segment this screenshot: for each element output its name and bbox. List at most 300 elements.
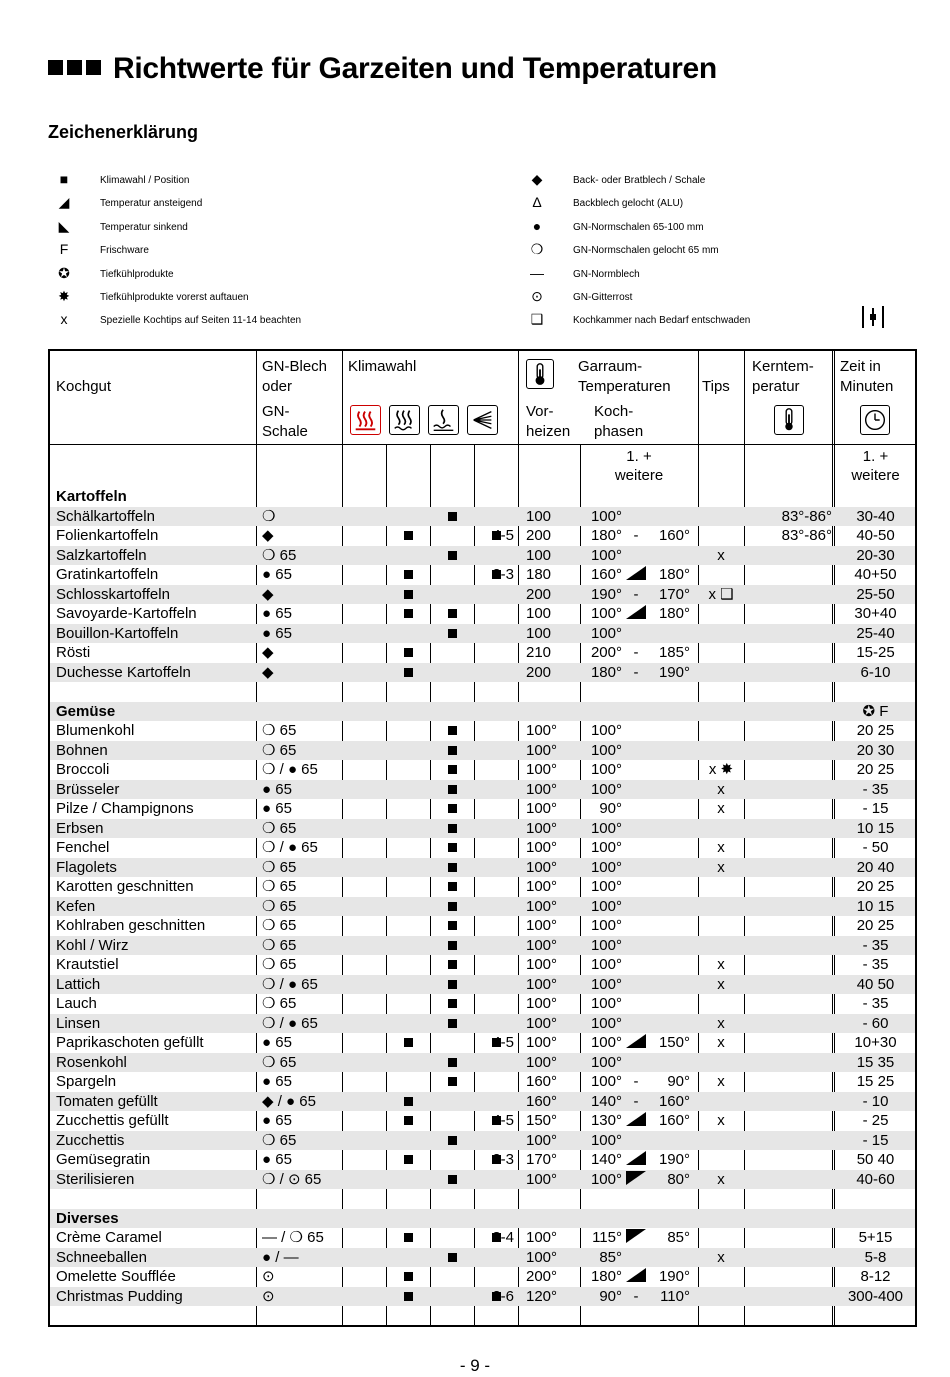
- steam-vent-icon: [860, 304, 886, 330]
- legend-label: Backblech gelocht (ALU): [573, 198, 684, 210]
- phase2-cell: 90°: [667, 1073, 690, 1090]
- zeit-cell: - 15: [862, 1131, 889, 1149]
- table-row: [50, 799, 915, 819]
- hot-air-fan-icon: [467, 405, 498, 435]
- klima2-cell: [386, 585, 430, 605]
- temperature-rising-icon: [626, 1268, 646, 1282]
- klima3-cell: [430, 1248, 474, 1268]
- kochgut-cell: Omelette Soufflée: [56, 1268, 176, 1285]
- kochgut-cell: Krautstiel: [56, 956, 119, 973]
- tips-cell: x: [717, 1034, 725, 1051]
- gn-cell: ● 65: [262, 780, 292, 798]
- gn-cell: ❍ 65: [262, 858, 297, 876]
- legend-label: Klimawahl / Position: [100, 175, 190, 186]
- table-row: [50, 994, 915, 1014]
- klima3-cell: [430, 819, 474, 839]
- gn-cell: ❍ / ⊙ 65: [262, 1170, 322, 1188]
- vorheizen-cell: 100: [526, 507, 552, 525]
- vorheizen-cell: 100°: [526, 722, 558, 739]
- trend-cell: [624, 1170, 648, 1190]
- vorheizen-cell: 160°: [526, 1073, 558, 1090]
- phase1-cell: 100°: [590, 1073, 622, 1090]
- vorheizen-cell: 100°: [526, 975, 558, 993]
- phase1-cell: 100°: [590, 995, 622, 1012]
- header-kochphasen-line1: Koch-: [594, 403, 634, 420]
- square-marker-icon: [404, 1097, 413, 1106]
- phase1-cell: 90°: [599, 1287, 622, 1305]
- clock-icon: [860, 405, 890, 435]
- zeit-cell: - 25: [862, 1112, 889, 1129]
- table-row: [50, 1228, 915, 1248]
- vorheizen-cell: 100°: [526, 1131, 558, 1149]
- phase1-cell: 85°: [599, 1248, 622, 1266]
- tips-cell: x: [717, 839, 725, 856]
- table-row: [50, 916, 915, 936]
- phase2-cell: 170°: [658, 585, 690, 603]
- square-marker-icon: [448, 726, 457, 735]
- kochgut-cell: Salzkartoffeln: [56, 546, 147, 564]
- legend-heading: Zeichenerklärung: [48, 122, 199, 142]
- square-marker-icon: [404, 1233, 413, 1242]
- gn-cell: ● / —: [262, 1248, 299, 1266]
- kochgut-cell: Brüsseler: [56, 780, 120, 798]
- klima2-cell: [386, 1267, 430, 1287]
- phase1-cell: 100°: [590, 722, 622, 739]
- vorheizen-cell: 100°: [526, 956, 558, 973]
- position-cell: 2-3: [492, 1151, 514, 1168]
- table-row: [50, 1287, 915, 1307]
- kochgut-cell: Duchesse Kartoffeln: [56, 663, 191, 681]
- square-marker-icon: [448, 746, 457, 755]
- phase1-cell: 100°: [590, 1131, 622, 1149]
- kochgut-cell: Bouillon-Kartoffeln: [56, 624, 179, 642]
- temperature-rising-icon: [626, 1034, 646, 1048]
- vorheizen-cell: 100°: [526, 761, 558, 778]
- klima3-cell: [430, 1014, 474, 1034]
- klima3-cell: [430, 780, 474, 800]
- gn-cell: ❍ 65: [262, 1131, 297, 1149]
- square-marker-icon: [448, 551, 457, 560]
- klima3-cell: [430, 858, 474, 878]
- zeit-cell: 40-60: [856, 1170, 895, 1188]
- gn-cell: ❍ 65: [262, 917, 297, 934]
- square-marker-icon: [448, 629, 457, 638]
- header-tips: Tips: [702, 378, 730, 395]
- header-gn-line4: Schale: [262, 423, 308, 440]
- gn-cell: ❍ / ● 65: [262, 975, 318, 993]
- square-marker-icon: [448, 843, 457, 852]
- square-marker-icon: [404, 531, 413, 540]
- table-row: [50, 1131, 915, 1151]
- legend-label: Spezielle Kochtips auf Seiten 11-14 beachten: [100, 315, 302, 327]
- zeit-cell: 40+50: [854, 566, 897, 583]
- trend-cell: -: [633, 663, 639, 681]
- phase1-cell: 90°: [599, 800, 622, 817]
- page-number: - 9 -: [459, 1356, 491, 1375]
- zeit-cell: 30-40: [856, 507, 895, 525]
- tips-cell: x: [717, 780, 725, 798]
- vorheizen-cell: 100°: [526, 1014, 558, 1032]
- frozen-star-icon: ✪: [58, 264, 70, 281]
- square-marker-icon: [448, 1136, 457, 1145]
- zeit-cell: 20 40: [856, 858, 895, 876]
- table-row: [50, 624, 915, 644]
- kochgut-cell: Kohlraben geschnitten: [56, 917, 206, 934]
- section-title: Diverses: [56, 1209, 119, 1227]
- table-row: [50, 877, 915, 897]
- zeit-cell: 5-8: [864, 1248, 887, 1266]
- tips-cell: x ✸: [708, 761, 734, 778]
- trend-cell: -: [633, 1073, 639, 1090]
- header-gn-line3: GN-: [262, 403, 290, 420]
- phase1-cell: 100°: [590, 897, 622, 915]
- klima3-cell: [430, 955, 474, 975]
- klima3-cell: [430, 760, 474, 780]
- phase1-cell: 100°: [590, 936, 622, 954]
- gn-cell: ◆: [262, 585, 274, 603]
- phase1-cell: 100°: [590, 761, 622, 778]
- phase2-cell: 190°: [658, 1151, 690, 1168]
- vorheizen-cell: 100°: [526, 1034, 558, 1051]
- zeit-cell: 10 15: [856, 897, 895, 915]
- phase1-cell: 100°: [590, 858, 622, 876]
- table-row: [50, 507, 915, 527]
- fresh-goods-icon: F: [59, 241, 69, 258]
- header-vorheizen-line1: Vor-: [526, 403, 554, 420]
- table-row: [50, 1150, 915, 1170]
- filled-circle-icon: ●: [532, 217, 542, 234]
- gn-cell: ❍: [262, 507, 276, 525]
- header-kochphasen-line2: phasen: [594, 423, 644, 440]
- temperature-rising-icon: ◢: [58, 194, 70, 211]
- klima3-cell: [430, 877, 474, 897]
- zeit-cell: 300-400: [847, 1287, 904, 1305]
- trend-cell: [624, 1228, 648, 1248]
- zeit-cell: 20 25: [856, 878, 895, 895]
- kochgut-cell: Lauch: [56, 995, 97, 1012]
- vorheizen-cell: 100°: [526, 1248, 558, 1266]
- square-marker-icon: [448, 1077, 457, 1086]
- gn-cell: ❍ / ● 65: [262, 761, 318, 778]
- table-row: [50, 643, 915, 663]
- square-marker-icon: [448, 785, 457, 794]
- vorheizen-cell: 200: [526, 585, 552, 603]
- phase1-cell: 115°: [592, 1229, 622, 1246]
- position-cell: 2-3: [492, 566, 514, 583]
- zeit-cell: - 50: [862, 839, 889, 856]
- gn-cell: ❍ 65: [262, 546, 297, 564]
- table-row: [50, 897, 915, 917]
- phase2-cell: 190°: [658, 663, 690, 681]
- trend-cell: [624, 1033, 648, 1053]
- zeit-cell: 10 15: [856, 819, 895, 837]
- table-row: [50, 1014, 915, 1034]
- table-row: [50, 955, 915, 975]
- table-row: [50, 1072, 915, 1092]
- zeit-cell: - 10: [862, 1092, 889, 1110]
- title-square-icon: [86, 60, 101, 75]
- phase2-cell: 190°: [658, 1268, 690, 1285]
- kochgut-cell: Bohnen: [56, 741, 108, 759]
- phase1-cell: 200°: [590, 644, 622, 661]
- table-row: [50, 975, 915, 995]
- table-row: [50, 526, 915, 546]
- klima2-cell: [386, 1228, 430, 1248]
- thaw-star-icon: ✸: [58, 288, 70, 304]
- header-garraum-line1: Garraum-: [578, 358, 643, 375]
- phase1-cell: 100°: [590, 956, 622, 973]
- phase2-cell: 80°: [667, 1170, 690, 1188]
- kochgut-cell: Zucchettis gefüllt: [56, 1112, 169, 1129]
- subheader-phase-line2: weitere: [614, 467, 664, 484]
- gn-cell: ❍ 65: [262, 819, 297, 837]
- header-garraum-line2: Temperaturen: [578, 378, 671, 395]
- phase1-cell: 140°: [590, 1151, 622, 1168]
- kochgut-cell: Kohl / Wirz: [56, 936, 129, 954]
- header-klimawahl: Klimawahl: [348, 358, 417, 375]
- phase1-cell: 100°: [590, 1170, 622, 1188]
- gn-cell: ❍ 65: [262, 722, 297, 739]
- klima3-cell: [430, 838, 474, 858]
- square-marker-icon: [448, 1019, 457, 1028]
- square-marker-icon: [448, 999, 457, 1008]
- square-marker-icon: [404, 648, 413, 657]
- temperature-rising-icon: [626, 1112, 646, 1126]
- phase1-cell: 100°: [590, 839, 622, 856]
- phase1-cell: 100°: [590, 1053, 622, 1071]
- legend-label: GN-Normschalen 65-100 mm: [573, 221, 704, 233]
- legend-label: Kochkammer nach Bedarf entschwaden: [573, 315, 751, 327]
- phase1-cell: 100°: [590, 605, 622, 622]
- low-temp-steam-icon: [428, 405, 459, 435]
- kochgut-cell: Broccoli: [56, 761, 110, 778]
- vorheizen-cell: 100°: [526, 995, 558, 1012]
- trend-cell: -: [633, 1092, 639, 1110]
- klima3-cell: [430, 897, 474, 917]
- trend-cell: [624, 1111, 648, 1131]
- table-row: [50, 819, 915, 839]
- gn-cell: ● 65: [262, 800, 292, 817]
- zeit-cell: 15 35: [856, 1053, 895, 1071]
- klima3-cell: [430, 721, 474, 741]
- kochgut-cell: Schlosskartoffeln: [56, 585, 170, 603]
- kochgut-cell: Rösti: [56, 644, 91, 661]
- vorheizen-cell: 100°: [526, 878, 558, 895]
- trend-cell: -: [633, 1287, 639, 1305]
- legend-label: Temperatur sinkend: [100, 221, 188, 233]
- phase2-cell: 150°: [658, 1034, 690, 1051]
- header-gn-line1: GN-Blech: [262, 358, 328, 375]
- gn-cell: ● 65: [262, 1034, 292, 1051]
- table-row: [50, 858, 915, 878]
- tips-cell: x: [717, 1170, 725, 1188]
- vorheizen-cell: 100°: [526, 858, 558, 876]
- legend-label: Frischware: [100, 245, 149, 257]
- phase1-cell: 100°: [590, 741, 622, 759]
- klima2-cell: [386, 526, 430, 546]
- gn-cell: ● 65: [262, 605, 292, 622]
- phase1-cell: 140°: [590, 1092, 622, 1110]
- klima3-cell: [430, 799, 474, 819]
- square-marker-icon: [448, 765, 457, 774]
- square-marker-icon: [448, 863, 457, 872]
- section-title: Gemüse: [56, 702, 116, 720]
- legend-label: Tiefkühlprodukte vorerst auftauen: [100, 292, 249, 303]
- table-row: [50, 760, 915, 780]
- gn-cell: ● 65: [262, 1112, 292, 1129]
- header-gn-line2: oder: [262, 378, 293, 395]
- phase2-cell: 85°: [667, 1229, 690, 1246]
- kochgut-cell: Folienkartoffeln: [56, 527, 159, 544]
- klima2-cell: [386, 1111, 430, 1131]
- header-zeit-line2: Minuten: [840, 378, 894, 395]
- kochgut-cell: Karotten geschnitten: [56, 878, 194, 895]
- square-marker-icon: [448, 941, 457, 950]
- vorheizen-cell: 100°: [526, 897, 558, 915]
- phase1-cell: 100°: [590, 819, 622, 837]
- position-cell: 4-5: [492, 1112, 514, 1129]
- phase2-cell: 160°: [658, 1112, 690, 1129]
- square-marker-icon: [448, 1175, 457, 1184]
- vorheizen-cell: 180: [526, 566, 552, 583]
- position-cell: 2-6: [492, 1287, 514, 1305]
- phase2-cell: 180°: [658, 605, 690, 622]
- table-row: [50, 1170, 915, 1190]
- zeit-cell: 50 40: [856, 1151, 895, 1168]
- tips-cell: x: [717, 1073, 725, 1090]
- kochgut-cell: Kefen: [56, 897, 96, 915]
- phase2-cell: 110°: [660, 1287, 690, 1305]
- gn-cell: ● 65: [262, 1151, 292, 1168]
- gn-cell: ● 65: [262, 1073, 292, 1090]
- zeit-cell: - 60: [862, 1014, 889, 1032]
- steam-climate-icon: [350, 405, 381, 435]
- square-filled-icon: ■: [59, 171, 69, 187]
- klima3-cell: [430, 1131, 474, 1151]
- phase1-cell: 100°: [590, 878, 622, 895]
- zeit-cell: ✪ F: [862, 702, 889, 720]
- square-marker-icon: [448, 960, 457, 969]
- klima3-cell: [430, 975, 474, 995]
- temperature-rising-icon: [626, 566, 646, 580]
- vorheizen-cell: 100°: [526, 819, 558, 837]
- position-cell: 4-5: [492, 527, 514, 544]
- square-marker-icon: [448, 609, 457, 618]
- table-row: [50, 585, 915, 605]
- vorheizen-cell: 120°: [526, 1287, 558, 1305]
- gn-cell: ● 65: [262, 566, 292, 583]
- trend-cell: -: [633, 527, 639, 544]
- open-circle-icon: ❍: [530, 241, 544, 258]
- gn-cell: ❍ 65: [262, 995, 297, 1012]
- combi-climate-icon: [389, 405, 420, 435]
- header-zeit-line1: Zeit in: [840, 358, 881, 375]
- phase1-cell: 100°: [590, 975, 622, 993]
- phase1-cell: 100°: [590, 624, 622, 642]
- vorheizen-cell: 100°: [526, 741, 558, 759]
- open-square-icon: ❑: [530, 311, 544, 328]
- thermometer-icon: [526, 359, 554, 389]
- zeit-cell: 25-40: [856, 624, 895, 642]
- tips-cell: x: [717, 956, 725, 973]
- zeit-cell: 8-12: [860, 1268, 891, 1285]
- gn-cell: ❍ / ● 65: [262, 839, 318, 856]
- kochgut-cell: Crème Caramel: [56, 1229, 162, 1246]
- zeit-cell: 20 30: [856, 741, 895, 759]
- trend-cell: [624, 1267, 648, 1287]
- legend-label: Back- oder Bratblech / Schale: [573, 175, 706, 186]
- zeit-cell: - 35: [862, 936, 889, 954]
- vorheizen-cell: 160°: [526, 1092, 558, 1110]
- kochgut-cell: Gratinkartoffeln: [56, 566, 159, 583]
- temperature-rising-icon: [626, 1151, 646, 1165]
- legend-label: GN-Normblech: [573, 268, 640, 280]
- zeit-cell: - 35: [862, 780, 889, 798]
- zeit-cell: 40 50: [856, 975, 895, 993]
- kochgut-cell: Christmas Pudding: [56, 1287, 183, 1305]
- square-marker-icon: [448, 980, 457, 989]
- vorheizen-cell: 100: [526, 605, 552, 622]
- phase1-cell: 180°: [590, 663, 622, 681]
- square-marker-icon: [448, 824, 457, 833]
- kochgut-cell: Savoyarde-Kartoffeln: [56, 605, 197, 622]
- kochgut-cell: Fenchel: [56, 839, 110, 856]
- klima2-cell: [386, 1033, 430, 1053]
- square-marker-icon: [448, 1058, 457, 1067]
- dash-icon: —: [530, 264, 544, 281]
- square-marker-icon: [448, 804, 457, 813]
- core-temp-probe-icon: [774, 405, 804, 435]
- square-marker-icon: [404, 609, 413, 618]
- zeit-cell: 25-50: [856, 585, 895, 603]
- table-row: [50, 1248, 915, 1268]
- klima3-cell: [430, 916, 474, 936]
- section-row: [50, 1209, 915, 1229]
- table-row: [50, 546, 915, 566]
- subheader-zeit-line2: weitere: [851, 467, 900, 484]
- table-row: [50, 1111, 915, 1131]
- square-marker-icon: [404, 570, 413, 579]
- zeit-cell: 10+30: [854, 1034, 897, 1051]
- zeit-cell: 20-30: [856, 546, 895, 564]
- vorheizen-cell: 100°: [526, 936, 558, 954]
- zeit-cell: 30+40: [854, 605, 897, 622]
- gn-cell: ❍ 65: [262, 936, 297, 954]
- zeit-cell: - 35: [862, 956, 889, 973]
- temperature-falling-icon: [626, 1171, 646, 1185]
- trend-cell: [624, 565, 648, 585]
- vorheizen-cell: 100: [526, 546, 552, 564]
- klima3-cell: [430, 624, 474, 644]
- kerntemp-cell: 83°-86°: [781, 527, 832, 544]
- section-title: Kartoffeln: [56, 488, 127, 505]
- vorheizen-cell: 100°: [526, 1170, 558, 1188]
- zeit-cell: 15 25: [856, 1073, 895, 1090]
- zeit-cell: 6-10: [860, 663, 891, 681]
- gn-cell: ❍ 65: [262, 878, 297, 895]
- klima3-cell: [430, 507, 474, 527]
- legend-label: GN-Gitterrost: [573, 292, 633, 303]
- kochgut-cell: Sterilisieren: [56, 1170, 135, 1188]
- klima3-cell: [430, 1170, 474, 1190]
- tips-x-icon: x: [60, 311, 68, 328]
- cooking-table: [48, 349, 917, 1327]
- square-marker-icon: [448, 902, 457, 911]
- header-kochgut: Kochgut: [56, 378, 112, 395]
- subheader-zeit-line1: 1. +: [862, 448, 889, 465]
- klima2-cell: [386, 643, 430, 663]
- kochgut-cell: Schälkartoffeln: [56, 507, 155, 525]
